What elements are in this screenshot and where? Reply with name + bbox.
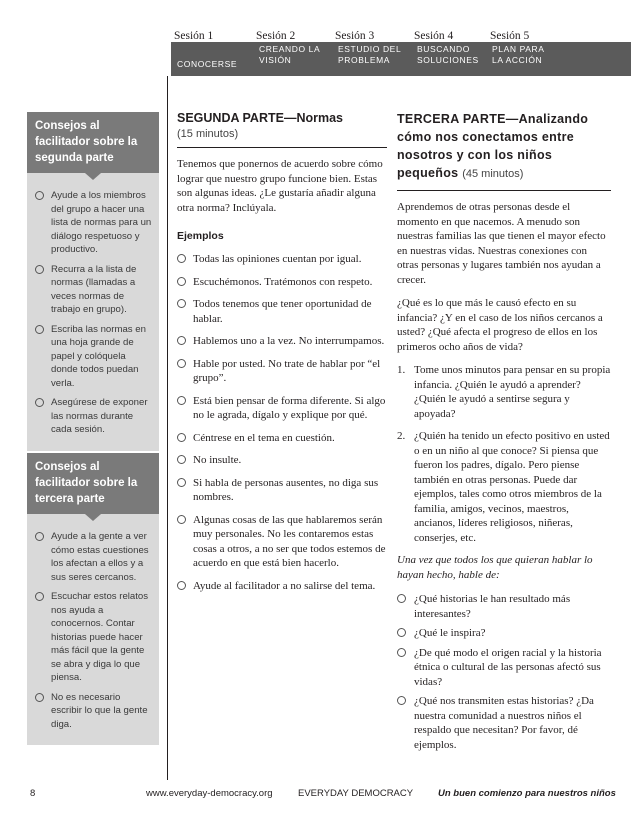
circle-bullet-icon	[177, 299, 186, 308]
circle-bullet-icon	[35, 693, 44, 702]
part3-section	[397, 110, 611, 757]
list-item: Escriba las normas en una hoja grande de papel y colóquela donde todos puedan verla.	[35, 323, 153, 391]
list-item: Ayude a la gente a ver cómo estas cuestiones los afectan a ellos y a sus seres cercanos.	[35, 530, 153, 584]
list-item: Recurra a la lista de normas (llamadas a veces normas de trabajo en grupo).	[35, 263, 153, 317]
tips-title: Consejos al facilitador sobre la segunda parte	[27, 112, 159, 173]
part2-title: SEGUNDA PARTE—Normas	[177, 111, 343, 125]
tips-list	[27, 173, 159, 451]
session-1-label: Sesión 1	[174, 30, 214, 42]
circle-bullet-icon	[397, 648, 406, 657]
circle-bullet-icon	[177, 336, 186, 345]
list-item: Hable por usted. No trate de hablar por “el grupo”.	[177, 357, 387, 386]
circle-bullet-icon	[35, 325, 44, 334]
circle-bullet-icon	[35, 398, 44, 407]
circle-bullet-icon	[177, 478, 186, 487]
footer-url[interactable]: www.everyday-democracy.org	[146, 788, 273, 799]
divider	[177, 147, 387, 148]
circle-bullet-icon	[397, 628, 406, 637]
circle-bullet-icon	[177, 515, 186, 524]
circle-bullet-icon	[35, 191, 44, 200]
session-2-label: Sesión 2	[256, 30, 296, 42]
list-item: ¿De qué modo el origen racial y la historia étnica o cultural de las personas afectó sus vidas?	[397, 646, 611, 690]
examples-heading: Ejemplos	[177, 230, 224, 242]
session-2-theme: CREANDO LA VISIÓN	[259, 44, 321, 65]
page-number: 8	[30, 788, 36, 799]
divider	[397, 190, 611, 191]
session-5-label: Sesión 5	[490, 30, 530, 42]
circle-bullet-icon	[397, 696, 406, 705]
part2-duration: (15 minutos)	[177, 128, 239, 140]
circle-bullet-icon	[177, 455, 186, 464]
session-1-theme: CONOCERSE	[177, 59, 238, 69]
circle-bullet-icon	[177, 254, 186, 263]
list-item: ¿Qué le inspira?	[397, 626, 611, 641]
circle-bullet-icon	[177, 277, 186, 286]
tips-list	[27, 514, 159, 745]
session-4-label: Sesión 4	[414, 30, 454, 42]
steps-list	[397, 363, 611, 545]
list-item: ¿Qué historias le han resultado más interesantes?	[397, 592, 611, 621]
list-item: Asegúrese de exponer las normas durante cada sesión.	[35, 396, 153, 437]
circle-bullet-icon	[177, 396, 186, 405]
list-item: Ayude a los miembros del grupo a hacer una lista de normas para un diálogo respetuoso y productivo.	[35, 189, 153, 257]
circle-bullet-icon	[177, 433, 186, 442]
circle-bullet-icon	[35, 592, 44, 601]
list-item: No insulte.	[177, 453, 387, 468]
list-item: ¿Qué nos transmiten estas historias? ¿Da nuestra comunidad a nuestros niños el respaldo que necesitan? Por favor, dé ejemplos.	[397, 694, 611, 752]
norms-list	[177, 252, 387, 593]
column-divider	[167, 76, 168, 780]
circle-bullet-icon	[177, 359, 186, 368]
session-bar	[171, 42, 631, 76]
list-item: Algunas cosas de las que hablaremos serán muy personales. No les contaremos estas cosas a otros, a no ser que todos estemos de acuerdo en que está bien hacerlo.	[177, 513, 387, 571]
part2-intro: Tenemos que ponernos de acuerdo sobre cómo lograr que nuestro grupo funcione bien. Estas son algunas ideas. ¿Le gustaría añadir alguna otra norma? Inclúyala.	[177, 158, 383, 214]
list-item: Si habla de personas ausentes, no diga sus nombres.	[177, 476, 387, 505]
part3-duration: (45 minutos)	[462, 168, 524, 180]
list-item: Hablemos uno a la vez. No interrumpamos.	[177, 334, 387, 349]
list-item: Escuchar estos relatos nos ayuda a conocernos. Contar historias puede hacer más fácil que la gente se abra y diga lo que piensa.	[35, 590, 153, 685]
circle-bullet-icon	[35, 532, 44, 541]
list-item: Todos tenemos que tener oportunidad de hablar.	[177, 297, 387, 326]
session-5-theme: PLAN PARA LA ACCIÓN	[492, 44, 545, 65]
discussion-questions	[397, 592, 611, 752]
list-item: Céntrese en el tema en cuestión.	[177, 431, 387, 446]
part3-title: TERCERA PARTE—Analizando cómo nos conectamos entre nosotros y con los niños pequeños (45 minutos)	[397, 112, 589, 180]
facilitator-tips-part3	[27, 453, 159, 745]
facilitator-tips-part2	[27, 112, 159, 451]
footer-org: EVERYDAY DEMOCRACY	[298, 788, 414, 799]
circle-bullet-icon	[397, 594, 406, 603]
list-item: No es necesario escribir lo que la gente diga.	[35, 691, 153, 732]
list-item: Escuchémonos. Tratémonos con respeto.	[177, 275, 387, 290]
list-item: Todas las opiniones cuentan por igual.	[177, 252, 387, 267]
part2-section	[177, 110, 387, 601]
discussion-invite: Una vez que todos los que quieran hablar lo hayan hecho, hable de:	[397, 554, 593, 581]
footer-publication: Un buen comienzo para nuestros niños	[438, 788, 616, 799]
list-item: 2. ¿Quién ha tenido un efecto positivo en usted o en un niño al que conoce? Si piensa que fueron los padres, dígalo. Pero piense también en otras personas. Puede dar ejemplos, tales como otros miembros de la familia, amigos, vecinos, maestros, ancianos, líderes religiosos, niñeras, conserjes, etc.	[397, 430, 610, 544]
circle-bullet-icon	[35, 265, 44, 274]
circle-bullet-icon	[177, 581, 186, 590]
session-3-label: Sesión 3	[335, 30, 375, 42]
list-item: Ayude al facilitador a no salirse del tema.	[177, 579, 387, 594]
session-4-theme: BUSCANDO SOLUCIONES	[417, 44, 479, 65]
session-3-theme: ESTUDIO DEL PROBLEMA	[338, 44, 402, 65]
tips-title: Consejos al facilitador sobre la tercera parte	[27, 453, 159, 514]
part3-questions: ¿Qué es lo que más le causó efecto en su infancia? ¿Y en el caso de los niños cercanos a usted? ¿Qué afecta el progreso de ellos en los primeros ocho años de vida?	[397, 297, 603, 353]
list-item: 1. Tome unos minutos para pensar en su propia infancia. ¿Quién le ayudó a aprender? ¿Quién le ayudó a sentirse segura y apoyada?	[397, 364, 611, 420]
part3-intro: Aprendemos de otras personas desde el momento en que nacemos. A menudo son nuestras familias las que tienen el mayor efecto en nuestras vidas. Nuestras conexiones con otras personas y lugares también nos ayudan a crecer.	[397, 201, 606, 286]
list-item: Está bien pensar de forma diferente. Si algo no le agrada, dígalo y explique por qué.	[177, 394, 387, 423]
